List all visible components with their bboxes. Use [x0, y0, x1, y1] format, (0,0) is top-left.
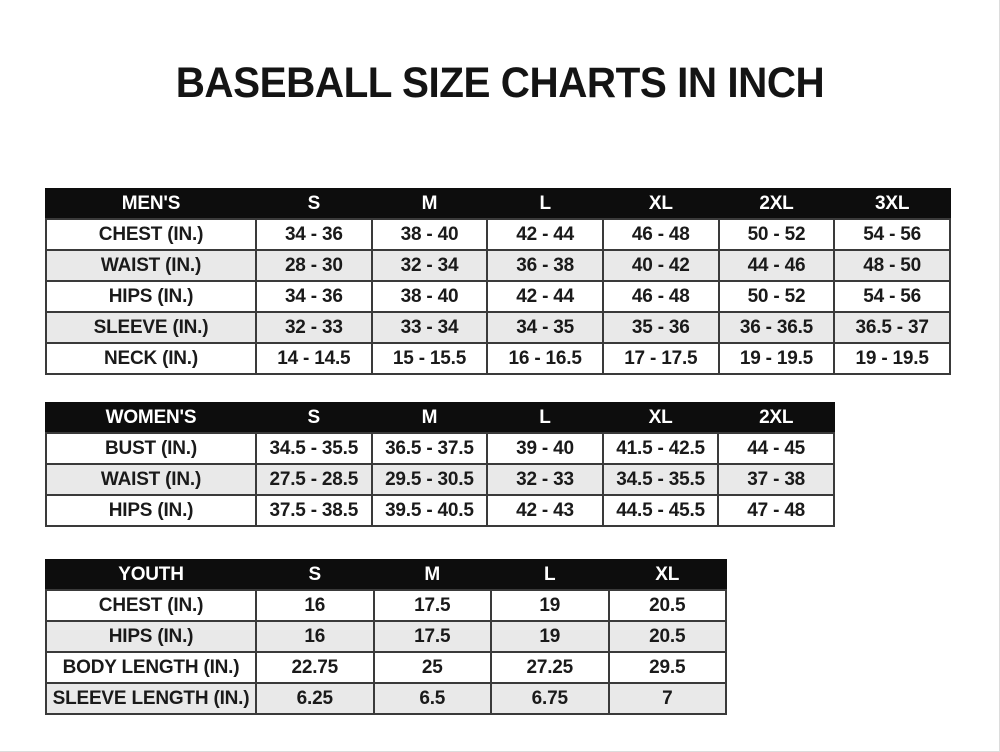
youth-size-table [45, 559, 727, 715]
womens-value-cell: 39.5 - 40.5 [372, 495, 488, 526]
mens-value-cell: 54 - 56 [834, 281, 950, 312]
mens-value-cell: 33 - 34 [372, 312, 488, 343]
youth-value-cell: 6.25 [256, 683, 374, 714]
womens-size-header-cell: S [256, 403, 372, 433]
womens-value-cell: 47 - 48 [718, 495, 834, 526]
womens-row-label-cell: BUST (IN.) [46, 433, 256, 464]
mens-row-label-cell: WAIST (IN.) [46, 250, 256, 281]
mens-value-cell: 46 - 48 [603, 281, 719, 312]
mens-value-cell: 46 - 48 [603, 219, 719, 250]
mens-row-label-cell: HIPS (IN.) [46, 281, 256, 312]
youth-size-header-cell: M [374, 560, 492, 590]
mens-value-cell: 50 - 52 [719, 219, 835, 250]
youth-value-cell: 20.5 [609, 590, 727, 621]
mens-value-cell: 36 - 38 [487, 250, 603, 281]
womens-header-row [46, 403, 834, 433]
mens-value-cell: 42 - 44 [487, 219, 603, 250]
mens-value-cell: 28 - 30 [256, 250, 372, 281]
womens-size-header-cell: M [372, 403, 488, 433]
womens-row-label-cell: HIPS (IN.) [46, 495, 256, 526]
womens-value-cell: 41.5 - 42.5 [603, 433, 719, 464]
mens-table-row [46, 219, 950, 250]
youth-value-cell: 20.5 [609, 621, 727, 652]
youth-value-cell: 16 [256, 590, 374, 621]
mens-value-cell: 19 - 19.5 [719, 343, 835, 374]
youth-value-cell: 27.25 [491, 652, 609, 683]
womens-value-cell: 34.5 - 35.5 [256, 433, 372, 464]
mens-row-label-cell: CHEST (IN.) [46, 219, 256, 250]
mens-value-cell: 15 - 15.5 [372, 343, 488, 374]
womens-size-header-cell: L [487, 403, 603, 433]
womens-table-row [46, 433, 834, 464]
mens-value-cell: 36.5 - 37 [834, 312, 950, 343]
womens-value-cell: 37 - 38 [718, 464, 834, 495]
page-title: BASEBALL SIZE CHARTS IN INCH [175, 59, 825, 107]
youth-table-row [46, 590, 726, 621]
youth-value-cell: 16 [256, 621, 374, 652]
youth-row-label-cell: BODY LENGTH (IN.) [46, 652, 256, 683]
youth-value-cell: 29.5 [609, 652, 727, 683]
mens-size-header-cell: S [256, 189, 372, 219]
mens-value-cell: 34 - 35 [487, 312, 603, 343]
mens-value-cell: 34 - 36 [256, 281, 372, 312]
youth-value-cell: 7 [609, 683, 727, 714]
womens-value-cell: 44.5 - 45.5 [603, 495, 719, 526]
mens-size-header-cell: L [487, 189, 603, 219]
mens-table-row [46, 250, 950, 281]
womens-value-cell: 29.5 - 30.5 [372, 464, 488, 495]
youth-size-header-cell: L [491, 560, 609, 590]
tables-container [0, 188, 1000, 715]
womens-table-row [46, 495, 834, 526]
youth-value-cell: 17.5 [374, 590, 492, 621]
mens-header-row [46, 189, 950, 219]
youth-row-label-cell: HIPS (IN.) [46, 621, 256, 652]
mens-value-cell: 16 - 16.5 [487, 343, 603, 374]
youth-table-row [46, 621, 726, 652]
mens-value-cell: 44 - 46 [719, 250, 835, 281]
womens-value-cell: 37.5 - 38.5 [256, 495, 372, 526]
youth-value-cell: 25 [374, 652, 492, 683]
youth-size-header-cell: S [256, 560, 374, 590]
mens-value-cell: 35 - 36 [603, 312, 719, 343]
youth-row-label-cell: SLEEVE LENGTH (IN.) [46, 683, 256, 714]
mens-size-header-cell: M [372, 189, 488, 219]
mens-value-cell: 48 - 50 [834, 250, 950, 281]
mens-value-cell: 54 - 56 [834, 219, 950, 250]
mens-value-cell: 32 - 34 [372, 250, 488, 281]
youth-header-row [46, 560, 726, 590]
youth-value-cell: 6.75 [491, 683, 609, 714]
mens-table-row [46, 343, 950, 374]
womens-table-row [46, 464, 834, 495]
mens-value-cell: 38 - 40 [372, 281, 488, 312]
womens-value-cell: 32 - 33 [487, 464, 603, 495]
youth-value-cell: 19 [491, 621, 609, 652]
youth-size-header-cell: XL [609, 560, 727, 590]
womens-section-label: WOMEN'S [46, 403, 256, 433]
womens-size-header-cell: 2XL [718, 403, 834, 433]
womens-size-header-cell: XL [603, 403, 719, 433]
mens-size-header-cell: 2XL [719, 189, 835, 219]
mens-value-cell: 19 - 19.5 [834, 343, 950, 374]
youth-table-row [46, 652, 726, 683]
youth-value-cell: 22.75 [256, 652, 374, 683]
mens-value-cell: 42 - 44 [487, 281, 603, 312]
youth-value-cell: 19 [491, 590, 609, 621]
mens-size-header-cell: XL [603, 189, 719, 219]
mens-value-cell: 50 - 52 [719, 281, 835, 312]
youth-value-cell: 6.5 [374, 683, 492, 714]
youth-row-label-cell: CHEST (IN.) [46, 590, 256, 621]
mens-size-table [45, 188, 951, 375]
womens-value-cell: 36.5 - 37.5 [372, 433, 488, 464]
youth-value-cell: 17.5 [374, 621, 492, 652]
womens-value-cell: 34.5 - 35.5 [603, 464, 719, 495]
mens-value-cell: 17 - 17.5 [603, 343, 719, 374]
youth-table-row [46, 683, 726, 714]
womens-value-cell: 44 - 45 [718, 433, 834, 464]
mens-section-label: MEN'S [46, 189, 256, 219]
mens-row-label-cell: SLEEVE (IN.) [46, 312, 256, 343]
mens-table-row [46, 312, 950, 343]
womens-row-label-cell: WAIST (IN.) [46, 464, 256, 495]
mens-row-label-cell: NECK (IN.) [46, 343, 256, 374]
mens-value-cell: 40 - 42 [603, 250, 719, 281]
mens-value-cell: 34 - 36 [256, 219, 372, 250]
youth-section-label: YOUTH [46, 560, 256, 590]
mens-value-cell: 32 - 33 [256, 312, 372, 343]
womens-size-table [45, 402, 835, 527]
womens-value-cell: 42 - 43 [487, 495, 603, 526]
womens-value-cell: 39 - 40 [487, 433, 603, 464]
womens-value-cell: 27.5 - 28.5 [256, 464, 372, 495]
mens-value-cell: 14 - 14.5 [256, 343, 372, 374]
mens-size-header-cell: 3XL [834, 189, 950, 219]
mens-value-cell: 38 - 40 [372, 219, 488, 250]
mens-value-cell: 36 - 36.5 [719, 312, 835, 343]
mens-table-row [46, 281, 950, 312]
